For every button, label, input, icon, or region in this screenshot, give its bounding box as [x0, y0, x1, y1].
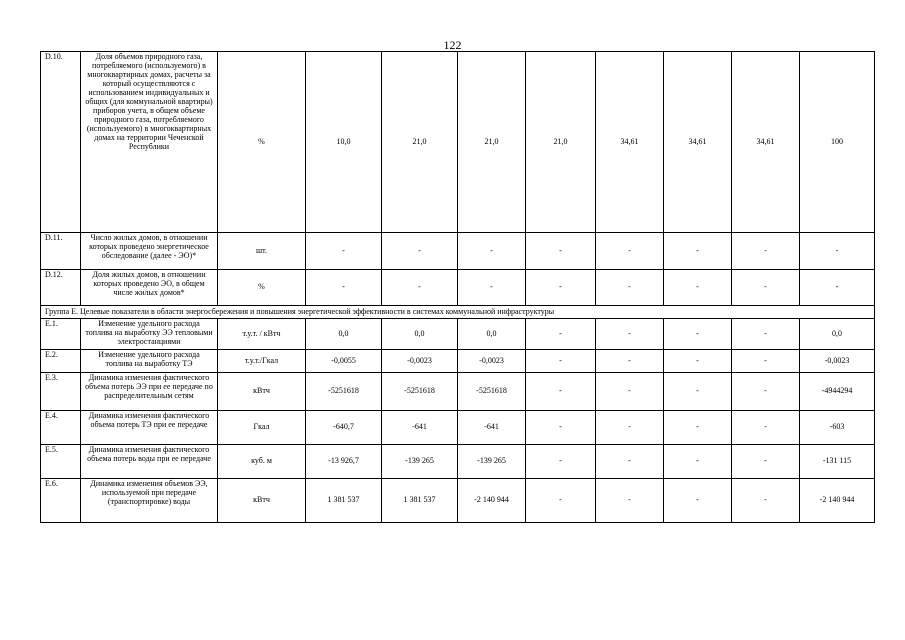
indicator-value: -640,7 [306, 411, 382, 445]
indicator-value: - [596, 373, 664, 411]
indicator-unit: т.у.т. / кВтч [218, 319, 306, 350]
indicator-value: - [732, 350, 800, 373]
indicator-value: - [526, 411, 596, 445]
indicator-code: E.5. [41, 445, 81, 479]
indicator-value: - [800, 270, 875, 306]
indicator-value: - [732, 373, 800, 411]
indicator-value: - [664, 270, 732, 306]
indicator-value: - [664, 350, 732, 373]
indicator-value: 1 381 537 [382, 479, 458, 523]
indicator-value: - [732, 270, 800, 306]
indicator-value: - [596, 445, 664, 479]
indicator-code: D.10. [41, 52, 81, 233]
indicator-value: - [526, 479, 596, 523]
indicator-value: -0,0023 [382, 350, 458, 373]
indicator-value: -641 [458, 411, 526, 445]
indicator-code: E.4. [41, 411, 81, 445]
indicator-code: E.3. [41, 373, 81, 411]
indicator-value: -131 115 [800, 445, 875, 479]
indicator-value: - [458, 233, 526, 270]
indicator-value: -139 265 [458, 445, 526, 479]
indicator-value: - [664, 411, 732, 445]
indicator-name: Динамика изменения фактического объема потерь ТЭ при ее передаче [81, 411, 218, 445]
indicator-code: E.6. [41, 479, 81, 523]
indicator-value: -641 [382, 411, 458, 445]
indicator-unit: кВтч [218, 479, 306, 523]
table-row [41, 319, 875, 350]
indicator-value: 0,0 [800, 319, 875, 350]
indicator-unit: Гкал [218, 411, 306, 445]
indicator-value: - [382, 270, 458, 306]
indicator-unit: шт. [218, 233, 306, 270]
table-row [41, 479, 875, 523]
indicator-value: -5251618 [458, 373, 526, 411]
indicator-value: - [800, 233, 875, 270]
indicator-value: - [732, 445, 800, 479]
indicator-code: D.11. [41, 233, 81, 270]
indicator-value: -0,0023 [800, 350, 875, 373]
indicator-value: - [526, 233, 596, 270]
indicator-value: -4944294 [800, 373, 875, 411]
indicator-value: - [596, 479, 664, 523]
indicator-name: Доля объемов природного газа, потребляемого (используемого) в многоквартирных домах, расчеты за который осуществляются с использованием индивидуальных и общих (для коммунальной квартиры) приборов учета, в общем объеме природного газа, потребляемого (используемого) в многоквартирных домах на территории Чеченской Республики [81, 52, 218, 233]
indicator-value: 21,0 [526, 52, 596, 233]
indicator-value: - [664, 233, 732, 270]
indicator-value: - [382, 233, 458, 270]
indicator-name: Динамика изменения фактического объема потерь воды при ее передаче [81, 445, 218, 479]
indicator-value: 34,61 [664, 52, 732, 233]
indicator-code: E.2. [41, 350, 81, 373]
indicator-name: Изменение удельного расхода топлива на выработку ТЭ [81, 350, 218, 373]
indicator-value: -0,0023 [458, 350, 526, 373]
indicator-value: 34,61 [596, 52, 664, 233]
indicator-value: - [306, 270, 382, 306]
indicator-value: - [596, 270, 664, 306]
indicator-name: Динамика изменения фактического объема потерь ЭЭ при ее передаче по распределительным сетям [81, 373, 218, 411]
indicator-value: - [732, 411, 800, 445]
indicator-value: -13 926,7 [306, 445, 382, 479]
indicator-value: - [596, 411, 664, 445]
indicator-value: 100 [800, 52, 875, 233]
indicator-value: - [526, 350, 596, 373]
group-header-text: Группа E. Целевые показатели в области энергосбережения и повышения энергетической эффективности в системах коммунальной инфраструктуры [41, 306, 875, 319]
table-row [41, 373, 875, 411]
indicator-value: - [732, 319, 800, 350]
indicator-value: - [732, 479, 800, 523]
indicator-value: - [526, 445, 596, 479]
indicator-value: - [526, 373, 596, 411]
indicator-value: -2 140 944 [458, 479, 526, 523]
indicator-name: Число жилых домов, в отношении которых проведено энергетическое обследование (далее - ЭО)* [81, 233, 218, 270]
indicator-name: Изменение удельного расхода топлива на выработку ЭЭ тепловыми электростанциями [81, 319, 218, 350]
table-row [41, 411, 875, 445]
indicator-value: 21,0 [458, 52, 526, 233]
indicator-value: - [664, 373, 732, 411]
indicator-value: -2 140 944 [800, 479, 875, 523]
indicators-table [40, 51, 875, 523]
table-row [41, 270, 875, 306]
indicator-value: 0,0 [458, 319, 526, 350]
table-row [41, 350, 875, 373]
indicator-value: - [596, 319, 664, 350]
indicator-value: 1 381 537 [306, 479, 382, 523]
indicator-unit: % [218, 52, 306, 233]
indicator-value: - [526, 270, 596, 306]
indicator-name: Доля жилых домов, в отношении которых проведено ЭО, в общем числе жилых домов* [81, 270, 218, 306]
indicator-unit: кВтч [218, 373, 306, 411]
indicator-unit: т.у.т./Гкал [218, 350, 306, 373]
indicator-value: - [664, 319, 732, 350]
table-body [41, 52, 875, 523]
group-header-row [41, 306, 875, 319]
indicator-value: - [526, 319, 596, 350]
indicator-value: - [596, 350, 664, 373]
table-row [41, 445, 875, 479]
indicator-value: 0,0 [382, 319, 458, 350]
indicator-value: 34,61 [732, 52, 800, 233]
indicator-value: - [306, 233, 382, 270]
indicator-value: -5251618 [306, 373, 382, 411]
indicator-value: 21,0 [382, 52, 458, 233]
indicator-value: -603 [800, 411, 875, 445]
indicator-value: - [458, 270, 526, 306]
indicator-name: Динамика изменения объемов ЭЭ, используемой при передаче (транспортировке) воды [81, 479, 218, 523]
indicator-unit: % [218, 270, 306, 306]
indicator-value: -139 265 [382, 445, 458, 479]
page-number: 122 [443, 38, 462, 52]
indicator-code: E.1. [41, 319, 81, 350]
indicator-value: -0,0055 [306, 350, 382, 373]
indicator-unit: куб. м [218, 445, 306, 479]
indicator-value: - [664, 445, 732, 479]
indicator-value: - [596, 233, 664, 270]
indicator-value: - [732, 233, 800, 270]
indicator-value: - [664, 479, 732, 523]
indicator-value: -5251618 [382, 373, 458, 411]
table-row [41, 233, 875, 270]
table-row [41, 52, 875, 233]
indicator-code: D.12. [41, 270, 81, 306]
indicator-value: 10,0 [306, 52, 382, 233]
indicator-value: 0,0 [306, 319, 382, 350]
